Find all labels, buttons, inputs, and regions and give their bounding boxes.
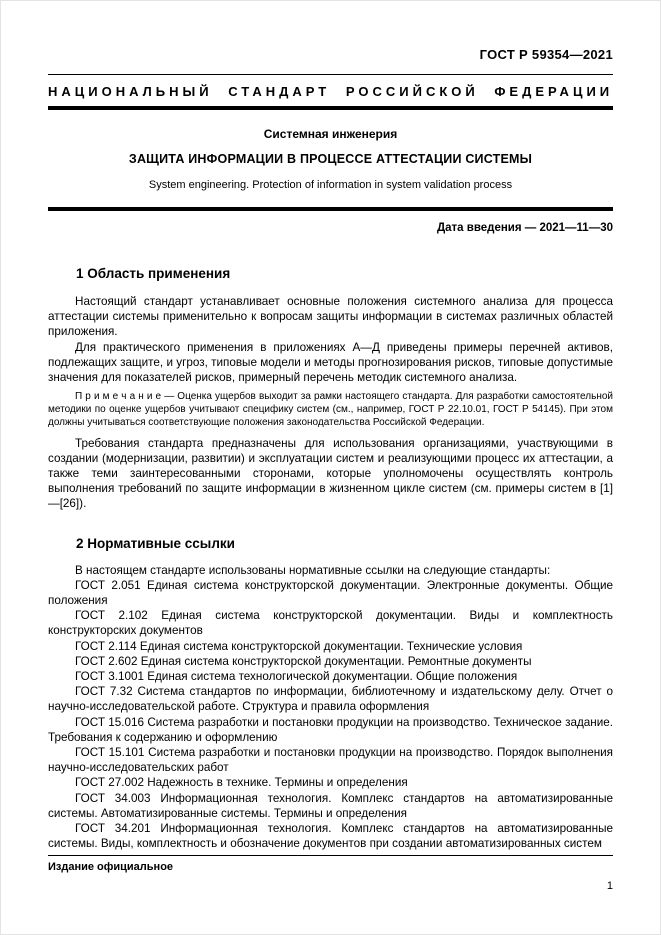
document-title: ЗАЩИТА ИНФОРМАЦИИ В ПРОЦЕССЕ АТТЕСТАЦИИ СИСТЕМЫ (128, 152, 533, 166)
thick-divider-bottom (48, 207, 613, 211)
reference-item: ГОСТ 34.003 Информационная технология. Комплекс стандартов на автоматизированные системы. Автоматизированные системы. Термины и определения (48, 791, 613, 820)
page-number: 1 (606, 880, 613, 892)
reference-item: ГОСТ 27.002 Надежность в технике. Термины и определения (75, 776, 408, 790)
doc-code: ГОСТ Р 59354—2021 (479, 47, 613, 62)
subject-heading: Системная инженерия (263, 127, 398, 141)
section-1-heading: 1 Область применения (76, 266, 231, 281)
section-1-paragraph: Настоящий стандарт устанавливает основные положения системного анализа для процесса аттестации системы применительно к вопросам защиты информации в системах различных областей приложения. (48, 295, 613, 339)
reference-item: ГОСТ 2.051 Единая система конструкторской документации. Электронные документы. Общие положения (48, 578, 613, 608)
reference-item: ГОСТ 2.102 Единая система конструкторской документации. Виды и комплектность конструкторских документов (48, 609, 613, 638)
reference-item: ГОСТ 7.32 Система стандартов по информации, библиотечному и издательскому делу. Отчет о научно-исследовательской работе. Структура и правила оформления (48, 685, 613, 714)
section-1-note: П р и м е ч а н и е — Оценка ущербов выходит за рамки настоящего стандарта. Для разработки самостоятельной методики по оценке ущербов учитывают специфику систем (см., например, ГОСТ Р 22.10.01, ГОСТ Р 54145). При этом должны учитываться соответствующие положения законодательства Российской Федерации. (48, 391, 613, 428)
thick-divider-top (48, 106, 613, 110)
document-title-english: System engineering. Protection of information in system validation process (148, 179, 513, 191)
reference-item: ГОСТ 15.101 Система разработки и постановки продукции на производство. Порядок выполнения научно-исследовательских работ (48, 746, 613, 775)
section-1-paragraph: Требования стандарта предназначены для использования организациями, участвующими в создании (модернизации, развитии) и эксплуатации систем и реализующими процесс их аттестации, а также теми заинтересованными сторонами, которые уполномочены осуществлять контроль выполнения требований по защите информации в жизненном цикле систем (см. примеры систем в [1]—[26]). (48, 436, 613, 511)
section-2-intro: В настоящем стандарте использованы нормативные ссылки на следующие стандарты: (75, 563, 551, 577)
reference-item: ГОСТ 34.201 Информационная технология. Комплекс стандартов на автоматизированные системы. Виды, комплектность и обозначение документов при создании автоматизированных систем (48, 822, 613, 851)
reference-item: ГОСТ 2.114 Единая система конструкторской документации. Технические условия (75, 639, 523, 653)
reference-item: ГОСТ 2.602 Единая система конструкторской документации. Ремонтные документы (75, 654, 532, 668)
reference-item: ГОСТ 15.016 Система разработки и постановки продукции на производство. Техническое задание. Требования к содержанию и оформлению (48, 715, 613, 744)
standard-type-heading: НАЦИОНАЛЬНЫЙ СТАНДАРТ РОССИЙСКОЙ ФЕДЕРАЦИИ (48, 84, 614, 99)
edition-label: Издание официальное (48, 861, 174, 873)
section-2-heading: 2 Нормативные ссылки (76, 535, 235, 551)
introduction-date: Дата введения — 2021—11—30 (436, 222, 613, 234)
section-1-paragraph: Для практического применения в приложениях А—Д приведены примеры перечней активов, подлежащих защите, и угроз, типовые модели и методы прогнозирования рисков, типовые допустимые значения для показателей рисков, примерный перечень методик системного анализа. (48, 340, 613, 385)
header-divider (48, 74, 613, 75)
page-footer (48, 855, 613, 892)
footer-divider (48, 855, 613, 856)
reference-item: ГОСТ 3.1001 Единая система технологической документации. Общие положения (75, 670, 518, 684)
